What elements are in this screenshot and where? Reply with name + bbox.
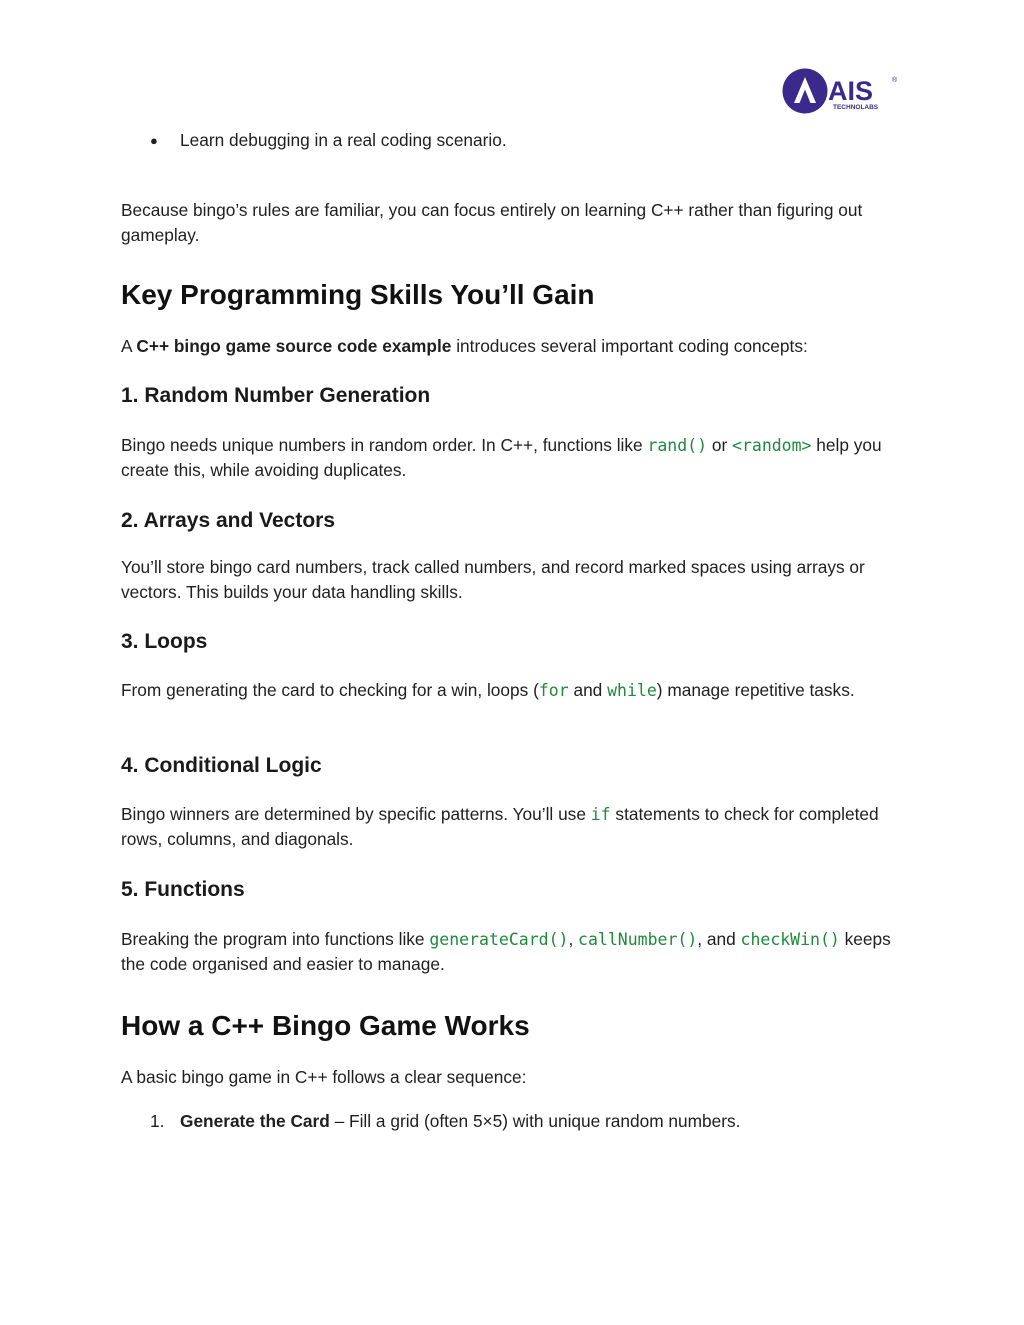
list-item-text: Learn debugging in a real coding scenario. (180, 130, 507, 150)
list-item (150, 128, 910, 153)
ais-technolabs-logo (782, 68, 902, 116)
logo-registered-mark: ® (892, 77, 898, 84)
intro-paragraph: Because bingo’s rules are familiar, you can focus entirely on learning C++ rather than figuring out gameplay. (121, 200, 863, 245)
step-text: – Fill a grid (often 5×5) with unique random numbers. (329, 1111, 741, 1131)
skill-paragraph: From generating the card to checking for a win, loops (for and while) manage repetitive tasks. (121, 680, 855, 700)
logo-subtitle: TECHNOLABS (833, 104, 879, 111)
numbered-list-item (150, 1109, 910, 1134)
code-snippet: rand() (647, 436, 708, 455)
code-snippet: <random> (732, 436, 812, 455)
skill-heading: 1. Random Number Generation (121, 384, 431, 407)
logo-name: AIS (828, 76, 874, 106)
skill-heading: 2. Arrays and Vectors (121, 509, 335, 532)
how-lead-paragraph: A basic bingo game in C++ follows a clear sequence: (121, 1067, 527, 1087)
code-snippet: checkWin() (740, 930, 840, 949)
code-snippet: while (607, 681, 657, 700)
bold-phrase: C++ bingo game source code example (136, 336, 452, 356)
section-heading-how-it-works: How a C++ Bingo Game Works (121, 1010, 530, 1041)
section-heading-skills: Key Programming Skills You’ll Gain (121, 279, 595, 310)
skills-lead-paragraph: A C++ bingo game source code example introduces several important coding concepts: (121, 336, 808, 356)
step-number: 1. (150, 1111, 165, 1131)
code-snippet: callNumber() (578, 930, 698, 949)
skill-heading: 3. Loops (121, 630, 208, 653)
skill-paragraph: Bingo needs unique numbers in random order. In C++, functions like rand() or <random> help you create this, while avoiding duplicates. (121, 435, 882, 480)
skill-paragraph: You’ll store bingo card numbers, track called numbers, and record marked spaces using arrays or vectors. This builds your data handling skills. (121, 557, 865, 602)
code-snippet: if (590, 805, 611, 824)
skill-heading: 5. Functions (121, 878, 245, 901)
code-snippet: for (538, 681, 569, 700)
code-snippet: generateCard() (429, 930, 569, 949)
step-title: Generate the Card (180, 1111, 330, 1131)
skill-paragraph: Bingo winners are determined by specific patterns. You’ll use if statements to check for completed rows, columns, and diagonals. (121, 804, 879, 849)
skill-paragraph: Breaking the program into functions like generateCard(), callNumber(), and checkWin() keeps the code organised and easier to manage. (121, 929, 891, 974)
skill-heading: 4. Conditional Logic (121, 754, 322, 777)
bullet-marker: ● (150, 133, 158, 148)
